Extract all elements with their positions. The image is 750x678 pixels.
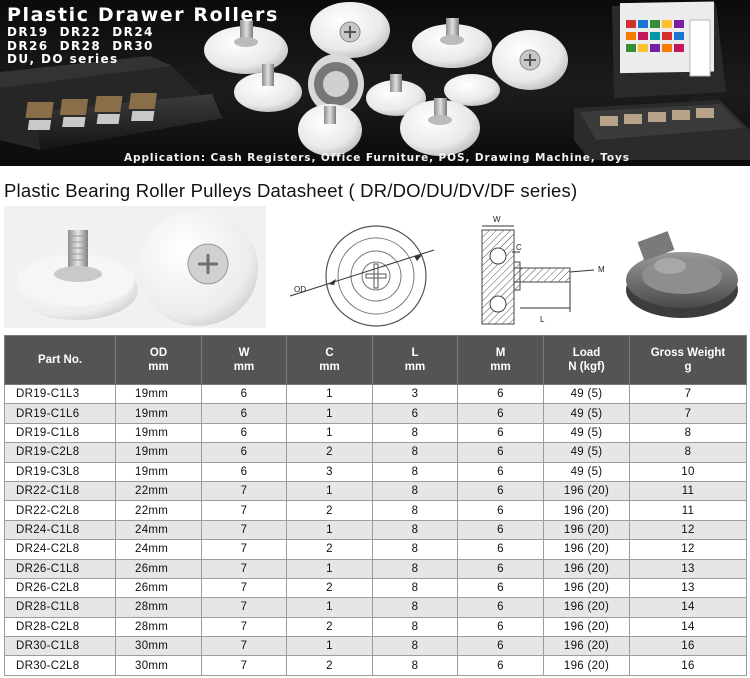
part-no-cell: DR19-C1L3 xyxy=(5,385,116,404)
gross-weight-cell: 7 xyxy=(630,385,747,404)
part-no-cell: DR19-C1L8 xyxy=(5,423,116,442)
od-cell: 30mm xyxy=(116,637,202,656)
load-cell: 196 (20) xyxy=(544,501,630,520)
od-cell: 28mm xyxy=(116,598,202,617)
product-banner xyxy=(0,0,750,166)
l-cell: 8 xyxy=(373,559,458,578)
od-label: OD xyxy=(294,285,306,294)
od-cell: 22mm xyxy=(116,501,202,520)
m-cell: 6 xyxy=(458,481,544,500)
l-cell: 8 xyxy=(373,501,458,520)
column-header-load: Load N (kgf) xyxy=(544,336,630,385)
gross-weight-cell: 12 xyxy=(630,520,747,539)
m-cell: 6 xyxy=(458,520,544,539)
part-no-cell: DR24-C1L8 xyxy=(5,520,116,539)
table-row xyxy=(5,443,747,462)
gross-weight-cell: 16 xyxy=(630,656,747,675)
table-row xyxy=(5,501,747,520)
od-cell: 26mm xyxy=(116,578,202,597)
w-cell: 7 xyxy=(202,559,287,578)
part-no-cell: DR22-C2L8 xyxy=(5,501,116,520)
gross-weight-cell: 8 xyxy=(630,423,747,442)
od-cell: 26mm xyxy=(116,559,202,578)
cross-section-diagram xyxy=(472,212,622,330)
part-no-cell: DR30-C1L8 xyxy=(5,637,116,656)
l-label: L xyxy=(540,315,545,324)
w-cell: 7 xyxy=(202,501,287,520)
table-row xyxy=(5,637,747,656)
l-cell: 3 xyxy=(373,385,458,404)
c-cell: 2 xyxy=(287,617,373,636)
l-cell: 8 xyxy=(373,520,458,539)
column-header-gross-weight: Gross Weight g xyxy=(630,336,747,385)
load-cell: 49 (5) xyxy=(544,404,630,423)
od-cell: 19mm xyxy=(116,443,202,462)
c-cell: 1 xyxy=(287,481,373,500)
od-cell: 24mm xyxy=(116,520,202,539)
w-label: W xyxy=(493,215,501,224)
w-cell: 7 xyxy=(202,578,287,597)
column-header-part-no: Part No. xyxy=(5,336,116,385)
gross-weight-cell: 12 xyxy=(630,540,747,559)
w-cell: 7 xyxy=(202,617,287,636)
l-cell: 8 xyxy=(373,462,458,481)
c-cell: 1 xyxy=(287,404,373,423)
banner-model-list xyxy=(7,26,197,67)
w-cell: 6 xyxy=(202,404,287,423)
c-cell: 3 xyxy=(287,462,373,481)
l-cell: 8 xyxy=(373,481,458,500)
w-cell: 7 xyxy=(202,656,287,675)
od-cell: 19mm xyxy=(116,462,202,481)
load-cell: 196 (20) xyxy=(544,540,630,559)
part-no-cell: DR28-C1L8 xyxy=(5,598,116,617)
m-cell: 6 xyxy=(458,385,544,404)
w-cell: 6 xyxy=(202,462,287,481)
l-cell: 8 xyxy=(373,423,458,442)
table-row xyxy=(5,617,747,636)
l-cell: 8 xyxy=(373,540,458,559)
column-header-l: L mm xyxy=(373,336,458,385)
column-header-od: OD mm xyxy=(116,336,202,385)
load-cell: 196 (20) xyxy=(544,656,630,675)
roller-photo-illustration xyxy=(4,206,266,328)
cash-drawer-image xyxy=(0,56,224,150)
m-cell: 6 xyxy=(458,501,544,520)
gross-weight-cell: 10 xyxy=(630,462,747,481)
c-cell: 2 xyxy=(287,540,373,559)
gross-weight-cell: 11 xyxy=(630,481,747,500)
load-cell: 49 (5) xyxy=(544,462,630,481)
l-cell: 8 xyxy=(373,637,458,656)
m-cell: 6 xyxy=(458,540,544,559)
table-row xyxy=(5,520,747,539)
m-cell: 6 xyxy=(458,404,544,423)
od-cell: 22mm xyxy=(116,481,202,500)
table-row xyxy=(5,481,747,500)
table-row xyxy=(5,656,747,675)
l-cell: 8 xyxy=(373,443,458,462)
c-cell: 1 xyxy=(287,598,373,617)
od-cell: 19mm xyxy=(116,404,202,423)
c-cell: 1 xyxy=(287,637,373,656)
technical-drawings xyxy=(0,206,750,330)
od-cell: 28mm xyxy=(116,617,202,636)
w-cell: 7 xyxy=(202,637,287,656)
table-row xyxy=(5,559,747,578)
load-cell: 49 (5) xyxy=(544,385,630,404)
part-no-cell: DR24-C2L8 xyxy=(5,540,116,559)
od-diagram xyxy=(284,224,454,330)
c-cell: 1 xyxy=(287,385,373,404)
c-cell: 2 xyxy=(287,501,373,520)
load-cell: 196 (20) xyxy=(544,481,630,500)
table-row xyxy=(5,540,747,559)
w-cell: 6 xyxy=(202,385,287,404)
w-cell: 6 xyxy=(202,423,287,442)
load-cell: 49 (5) xyxy=(544,423,630,442)
c-cell: 1 xyxy=(287,423,373,442)
gross-weight-cell: 13 xyxy=(630,559,747,578)
table-row xyxy=(5,423,747,442)
od-cell: 19mm xyxy=(116,385,202,404)
column-header-m: M mm xyxy=(458,336,544,385)
part-no-cell: DR19-C1L6 xyxy=(5,404,116,423)
c-cell: 2 xyxy=(287,656,373,675)
column-header-w: W mm xyxy=(202,336,287,385)
w-cell: 6 xyxy=(202,443,287,462)
c-cell: 1 xyxy=(287,520,373,539)
table-row xyxy=(5,404,747,423)
m-cell: 6 xyxy=(458,559,544,578)
load-cell: 196 (20) xyxy=(544,559,630,578)
table-row xyxy=(5,578,747,597)
banner-model-line: DU, DO series xyxy=(7,52,119,66)
c-cell: 1 xyxy=(287,559,373,578)
od-cell: 24mm xyxy=(116,540,202,559)
od-cell: 19mm xyxy=(116,423,202,442)
load-cell: 196 (20) xyxy=(544,617,630,636)
part-no-cell: DR19-C3L8 xyxy=(5,462,116,481)
m-cell: 6 xyxy=(458,423,544,442)
c-label: C xyxy=(516,243,522,252)
part-no-cell: DR22-C1L8 xyxy=(5,481,116,500)
part-no-cell: DR26-C2L8 xyxy=(5,578,116,597)
banner-title: Plastic Drawer Rollers xyxy=(7,4,279,26)
roller-3d-render xyxy=(620,226,746,322)
c-cell: 2 xyxy=(287,578,373,597)
part-no-cell: DR28-C2L8 xyxy=(5,617,116,636)
m-cell: 6 xyxy=(458,598,544,617)
gross-weight-cell: 7 xyxy=(630,404,747,423)
pos-terminal-image xyxy=(574,2,750,160)
m-cell: 6 xyxy=(458,578,544,597)
l-cell: 6 xyxy=(373,404,458,423)
gross-weight-cell: 13 xyxy=(630,578,747,597)
l-cell: 8 xyxy=(373,598,458,617)
m-cell: 6 xyxy=(458,656,544,675)
w-cell: 7 xyxy=(202,540,287,559)
w-cell: 7 xyxy=(202,481,287,500)
banner-model-line: DR26 DR28 DR30 xyxy=(7,38,154,53)
w-cell: 7 xyxy=(202,520,287,539)
m-label: M xyxy=(598,265,605,274)
specification-table xyxy=(4,335,747,676)
banner-application-text: Application: Cash Registers, Office Furniture, POS, Drawing Machine, Toys xyxy=(124,152,630,164)
m-cell: 6 xyxy=(458,617,544,636)
gross-weight-cell: 14 xyxy=(630,617,747,636)
gross-weight-cell: 14 xyxy=(630,598,747,617)
column-header-c: C mm xyxy=(287,336,373,385)
gross-weight-cell: 8 xyxy=(630,443,747,462)
load-cell: 49 (5) xyxy=(544,443,630,462)
gross-weight-cell: 11 xyxy=(630,501,747,520)
load-cell: 196 (20) xyxy=(544,637,630,656)
l-cell: 8 xyxy=(373,578,458,597)
banner-model-line: DR19 DR22 DR24 xyxy=(7,25,154,39)
table-body xyxy=(5,385,747,676)
datasheet-title: Plastic Bearing Roller Pulleys Datasheet ( DR/DO/DU/DV/DF series) xyxy=(4,180,578,201)
part-no-cell: DR26-C1L8 xyxy=(5,559,116,578)
m-cell: 6 xyxy=(458,462,544,481)
c-cell: 2 xyxy=(287,443,373,462)
od-cell: 30mm xyxy=(116,656,202,675)
gross-weight-cell: 16 xyxy=(630,637,747,656)
table-header-row xyxy=(5,336,747,385)
w-cell: 7 xyxy=(202,598,287,617)
load-cell: 196 (20) xyxy=(544,598,630,617)
l-cell: 8 xyxy=(373,617,458,636)
roller-photo xyxy=(4,206,266,328)
m-cell: 6 xyxy=(458,637,544,656)
part-no-cell: DR19-C2L8 xyxy=(5,443,116,462)
l-cell: 8 xyxy=(373,656,458,675)
table-row xyxy=(5,462,747,481)
table-row xyxy=(5,598,747,617)
load-cell: 196 (20) xyxy=(544,578,630,597)
m-cell: 6 xyxy=(458,443,544,462)
table-row xyxy=(5,385,747,404)
part-no-cell: DR30-C2L8 xyxy=(5,656,116,675)
load-cell: 196 (20) xyxy=(544,520,630,539)
